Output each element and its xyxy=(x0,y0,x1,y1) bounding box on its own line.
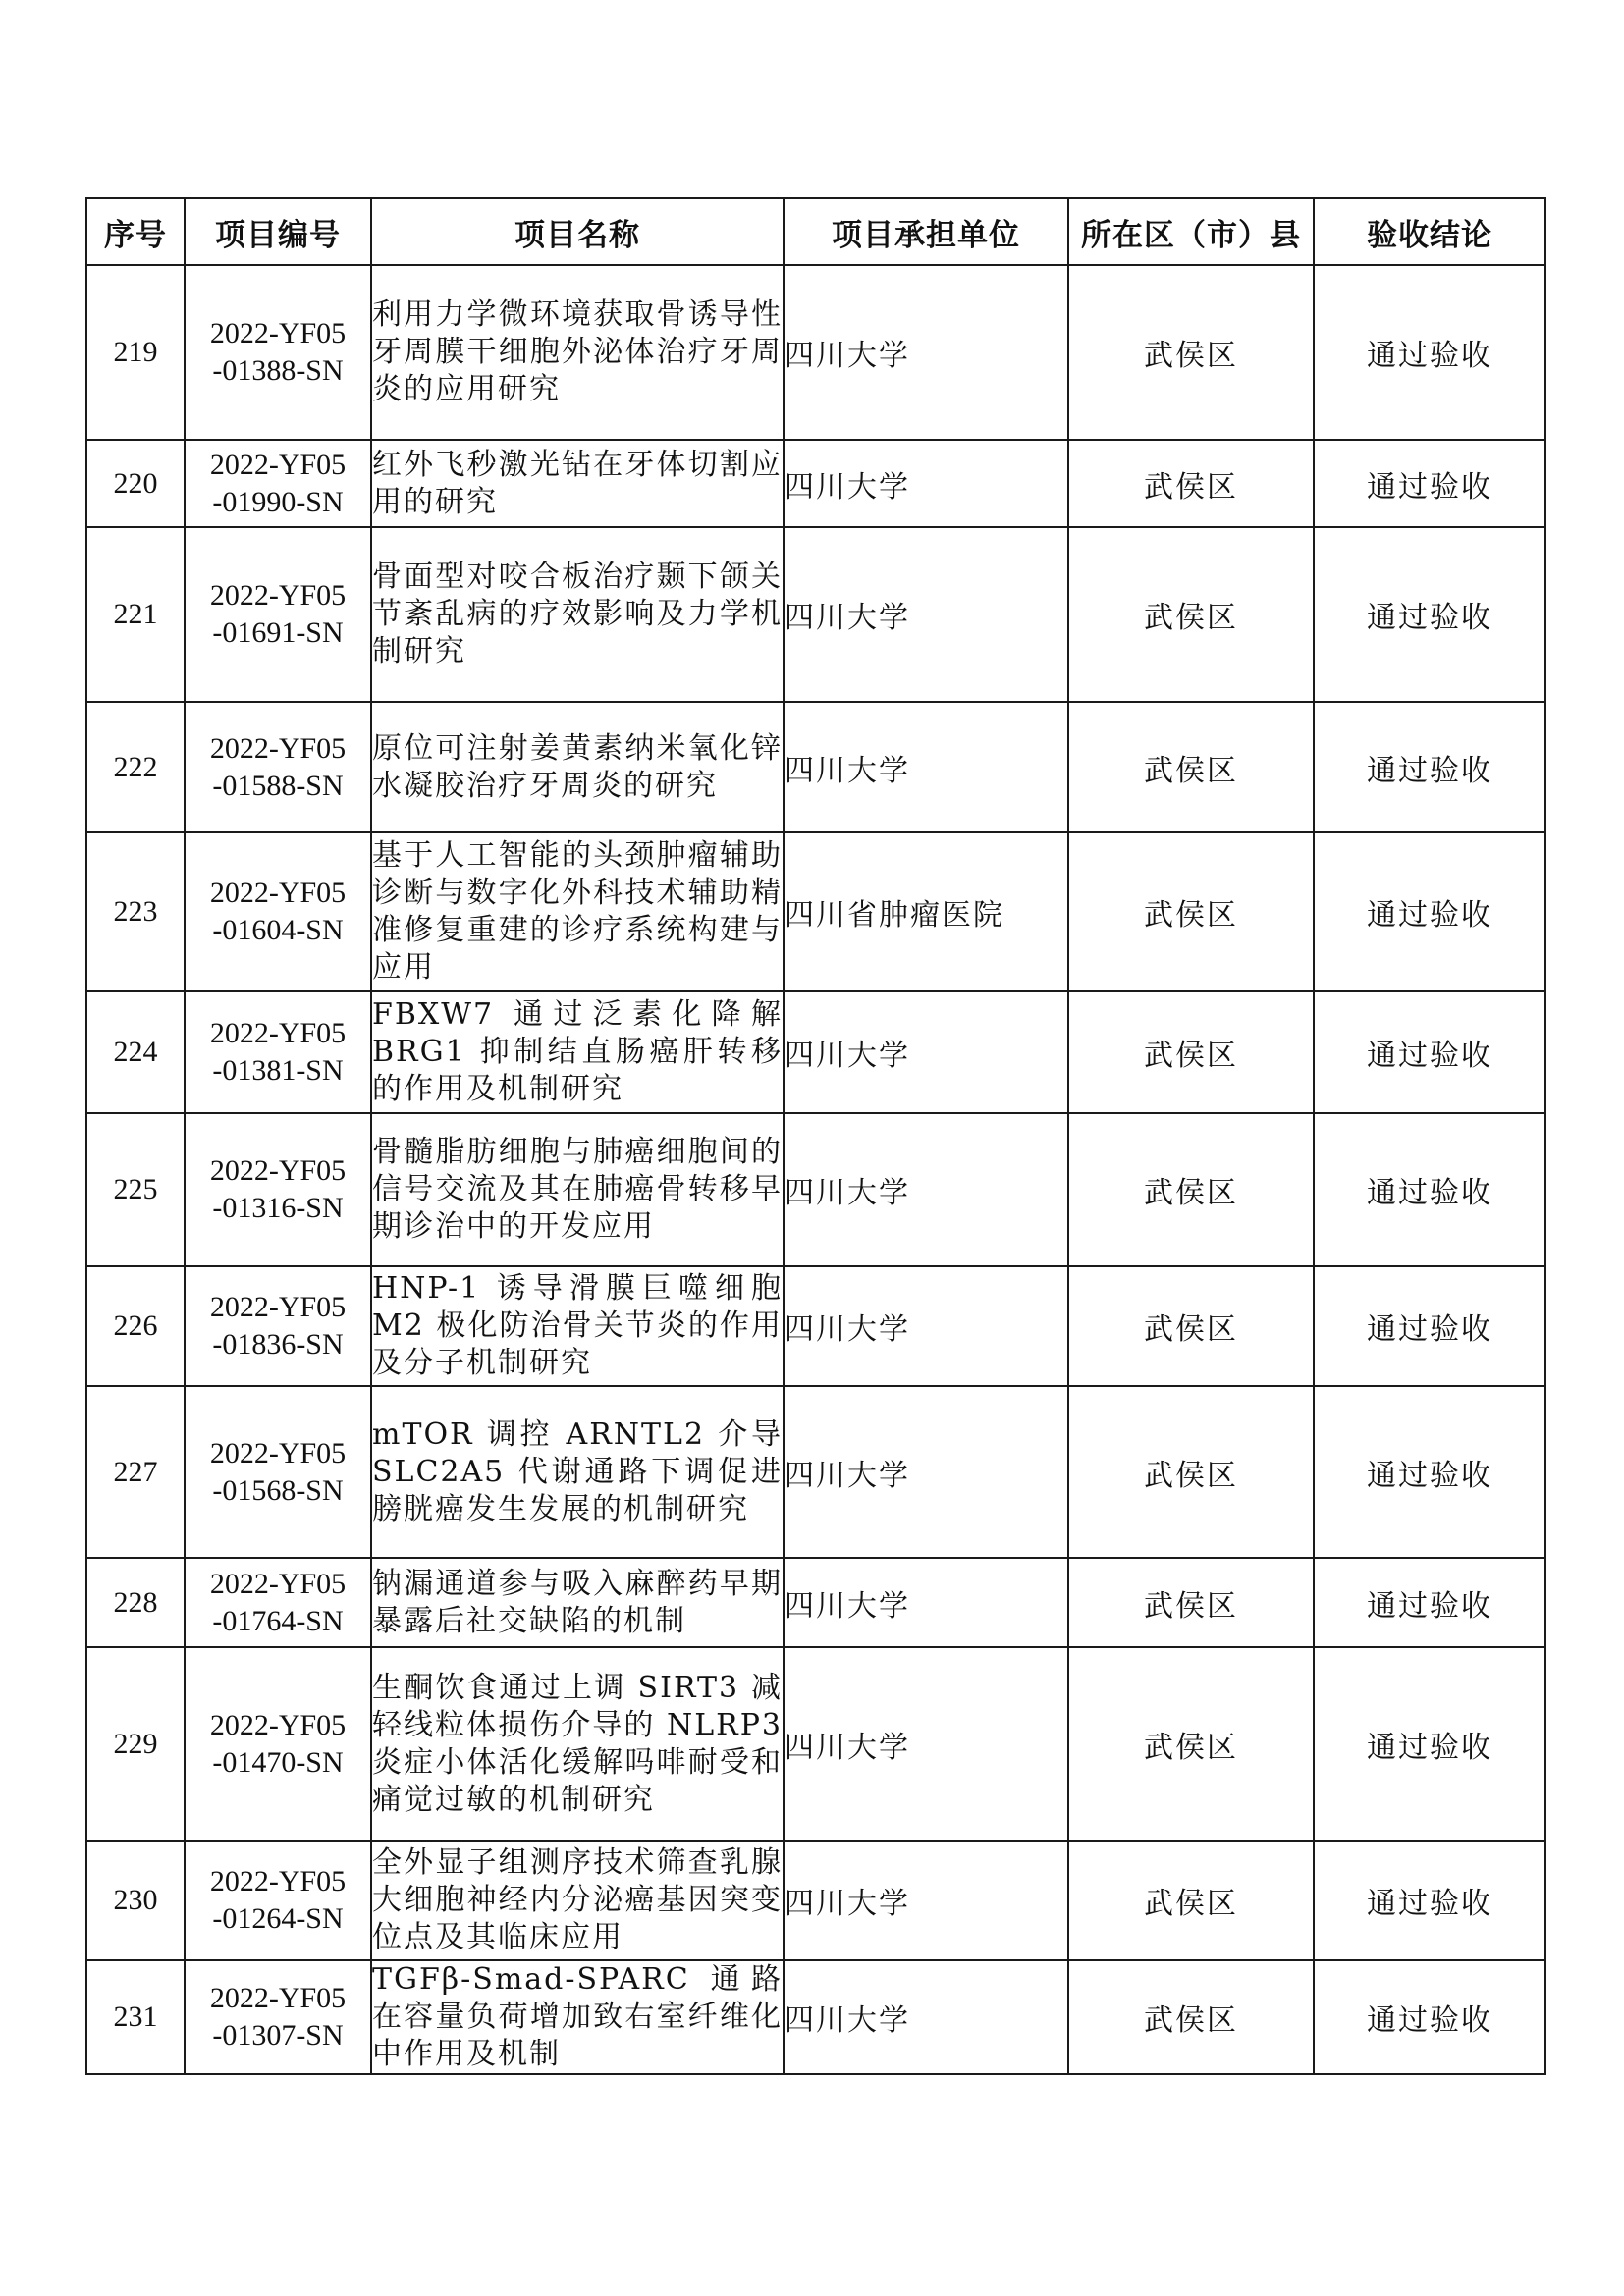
cell-seq: 221 xyxy=(86,527,185,702)
table-row xyxy=(86,1386,1545,1558)
table-row xyxy=(86,265,1545,440)
table-row xyxy=(86,440,1545,527)
cell-district: 武侯区 xyxy=(1068,440,1314,527)
cell-result: 通过验收 xyxy=(1314,832,1545,991)
table-row xyxy=(86,1647,1545,1841)
cell-result: 通过验收 xyxy=(1314,1647,1545,1841)
cell-result: 通过验收 xyxy=(1314,1113,1545,1266)
cell-code: 2022-YF05 -01388-SN xyxy=(185,265,371,440)
cell-result: 通过验收 xyxy=(1314,1841,1545,1960)
cell-result: 通过验收 xyxy=(1314,991,1545,1113)
cell-name: FBXW7 通过泛素化降解 BRG1 抑制结直肠癌肝转移的作用及机制研究 xyxy=(371,991,784,1113)
cell-result: 通过验收 xyxy=(1314,265,1545,440)
cell-district: 武侯区 xyxy=(1068,702,1314,832)
cell-code: 2022-YF05 -01836-SN xyxy=(185,1266,371,1386)
cell-unit: 四川大学 xyxy=(784,1113,1068,1266)
cell-result: 通过验收 xyxy=(1314,1386,1545,1558)
cell-seq: 226 xyxy=(86,1266,185,1386)
cell-district: 武侯区 xyxy=(1068,1558,1314,1647)
cell-name: 钠漏通道参与吸入麻醉药早期暴露后社交缺陷的机制 xyxy=(371,1558,784,1647)
cell-unit: 四川大学 xyxy=(784,991,1068,1113)
header-code: 项目编号 xyxy=(185,198,371,265)
cell-unit: 四川大学 xyxy=(784,440,1068,527)
cell-district: 武侯区 xyxy=(1068,1647,1314,1841)
table-row xyxy=(86,1558,1545,1647)
cell-result: 通过验收 xyxy=(1314,702,1545,832)
cell-code: 2022-YF05 -01691-SN xyxy=(185,527,371,702)
cell-code: 2022-YF05 -01764-SN xyxy=(185,1558,371,1647)
cell-code: 2022-YF05 -01588-SN xyxy=(185,702,371,832)
header-name: 项目名称 xyxy=(371,198,784,265)
cell-result: 通过验收 xyxy=(1314,440,1545,527)
cell-district: 武侯区 xyxy=(1068,832,1314,991)
header-seq: 序号 xyxy=(86,198,185,265)
cell-seq: 231 xyxy=(86,1960,185,2074)
cell-seq: 229 xyxy=(86,1647,185,1841)
cell-result: 通过验收 xyxy=(1314,527,1545,702)
cell-district: 武侯区 xyxy=(1068,991,1314,1113)
cell-code: 2022-YF05 -01264-SN xyxy=(185,1841,371,1960)
cell-code: 2022-YF05 -01604-SN xyxy=(185,832,371,991)
cell-seq: 228 xyxy=(86,1558,185,1647)
table-row xyxy=(86,832,1545,991)
cell-name: 全外显子组测序技术筛查乳腺大细胞神经内分泌癌基因突变位点及其临床应用 xyxy=(371,1841,784,1960)
cell-name: mTOR 调控 ARNTL2 介导 SLC2A5 代谢通路下调促进膀胱癌发生发展的机制研究 xyxy=(371,1386,784,1558)
header-result: 验收结论 xyxy=(1314,198,1545,265)
cell-unit: 四川大学 xyxy=(784,1266,1068,1386)
cell-district: 武侯区 xyxy=(1068,527,1314,702)
cell-seq: 219 xyxy=(86,265,185,440)
cell-code: 2022-YF05 -01568-SN xyxy=(185,1386,371,1558)
cell-unit: 四川大学 xyxy=(784,1841,1068,1960)
cell-district: 武侯区 xyxy=(1068,1266,1314,1386)
cell-name: 利用力学微环境获取骨诱导性牙周膜干细胞外泌体治疗牙周炎的应用研究 xyxy=(371,265,784,440)
table-row xyxy=(86,527,1545,702)
cell-district: 武侯区 xyxy=(1068,1841,1314,1960)
table-row xyxy=(86,1841,1545,1960)
cell-name: 原位可注射姜黄素纳米氧化锌水凝胶治疗牙周炎的研究 xyxy=(371,702,784,832)
header-district: 所在区（市）县 xyxy=(1068,198,1314,265)
cell-code: 2022-YF05 -01990-SN xyxy=(185,440,371,527)
cell-name: 骨髓脂肪细胞与肺癌细胞间的信号交流及其在肺癌骨转移早期诊治中的开发应用 xyxy=(371,1113,784,1266)
cell-seq: 222 xyxy=(86,702,185,832)
cell-name: 生酮饮食通过上调 SIRT3 减轻线粒体损伤介导的 NLRP3 炎症小体活化缓解吗啡耐受和痛觉过敏的机制研究 xyxy=(371,1647,784,1841)
cell-seq: 230 xyxy=(86,1841,185,1960)
cell-unit: 四川大学 xyxy=(784,1386,1068,1558)
cell-seq: 223 xyxy=(86,832,185,991)
table-row xyxy=(86,1113,1545,1266)
cell-seq: 225 xyxy=(86,1113,185,1266)
cell-code: 2022-YF05 -01381-SN xyxy=(185,991,371,1113)
cell-unit: 四川大学 xyxy=(784,265,1068,440)
cell-unit: 四川大学 xyxy=(784,1647,1068,1841)
header-row xyxy=(86,198,1545,265)
cell-unit: 四川省肿瘤医院 xyxy=(784,832,1068,991)
table-row xyxy=(86,1960,1545,2074)
cell-code: 2022-YF05 -01307-SN xyxy=(185,1960,371,2074)
cell-unit: 四川大学 xyxy=(784,1960,1068,2074)
cell-result: 通过验收 xyxy=(1314,1960,1545,2074)
cell-seq: 227 xyxy=(86,1386,185,1558)
cell-district: 武侯区 xyxy=(1068,1386,1314,1558)
cell-district: 武侯区 xyxy=(1068,265,1314,440)
cell-district: 武侯区 xyxy=(1068,1113,1314,1266)
cell-name: 基于人工智能的头颈肿瘤辅助诊断与数字化外科技术辅助精准修复重建的诊疗系统构建与应用 xyxy=(371,832,784,991)
cell-unit: 四川大学 xyxy=(784,527,1068,702)
cell-code: 2022-YF05 -01470-SN xyxy=(185,1647,371,1841)
cell-result: 通过验收 xyxy=(1314,1558,1545,1647)
cell-name: TGFβ-Smad-SPARC 通路在容量负荷增加致右室纤维化中作用及机制 xyxy=(371,1960,784,2074)
cell-name: 骨面型对咬合板治疗颞下颌关节紊乱病的疗效影响及力学机制研究 xyxy=(371,527,784,702)
cell-unit: 四川大学 xyxy=(784,1558,1068,1647)
cell-name: 红外飞秒激光钻在牙体切割应用的研究 xyxy=(371,440,784,527)
cell-unit: 四川大学 xyxy=(784,702,1068,832)
cell-code: 2022-YF05 -01316-SN xyxy=(185,1113,371,1266)
cell-district: 武侯区 xyxy=(1068,1960,1314,2074)
header-unit: 项目承担单位 xyxy=(784,198,1068,265)
table-row xyxy=(86,702,1545,832)
cell-name: HNP-1 诱导滑膜巨噬细胞 M2 极化防治骨关节炎的作用及分子机制研究 xyxy=(371,1266,784,1386)
results-table xyxy=(85,197,1546,2075)
table-row xyxy=(86,991,1545,1113)
cell-seq: 220 xyxy=(86,440,185,527)
table-row xyxy=(86,1266,1545,1386)
cell-result: 通过验收 xyxy=(1314,1266,1545,1386)
cell-seq: 224 xyxy=(86,991,185,1113)
